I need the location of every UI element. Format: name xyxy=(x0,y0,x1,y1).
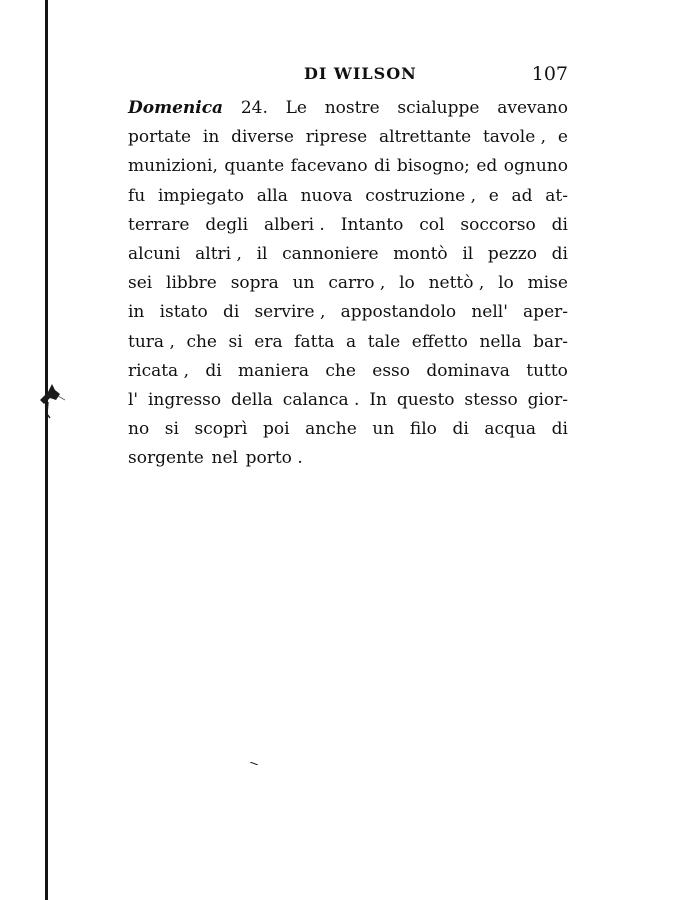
word: Domenica xyxy=(128,98,224,118)
word: appostandolo xyxy=(340,302,457,323)
word: ad xyxy=(511,185,533,206)
word: munizioni, xyxy=(128,156,218,177)
word: mise xyxy=(527,273,568,294)
word: in xyxy=(202,127,220,148)
word: tale xyxy=(367,331,401,352)
word: effetto xyxy=(411,331,468,352)
margin-ink-mark xyxy=(38,378,68,434)
ink-speck xyxy=(250,762,258,765)
word: montò xyxy=(393,243,448,264)
word: della xyxy=(230,389,273,410)
running-title: DI WILSON xyxy=(304,64,417,83)
word: diverse xyxy=(231,127,294,148)
word: sei xyxy=(128,273,153,294)
word: terrare xyxy=(128,214,190,235)
word: nostre xyxy=(324,98,380,118)
text-line xyxy=(128,361,568,390)
word: pezzo xyxy=(487,243,537,264)
word: ed xyxy=(476,156,498,177)
word: libbre xyxy=(166,273,217,294)
text-line xyxy=(128,156,568,185)
word: anche xyxy=(305,419,357,440)
text-line xyxy=(128,302,568,331)
word: stesso xyxy=(464,389,518,410)
word: no xyxy=(128,419,150,440)
word: in xyxy=(128,302,145,323)
word: di xyxy=(551,243,568,264)
word: a xyxy=(346,331,357,352)
word: calanca . xyxy=(282,389,360,410)
word: nella xyxy=(479,331,522,352)
word: poi xyxy=(263,419,290,440)
word: questo xyxy=(396,389,455,410)
running-head xyxy=(128,63,568,89)
word: istato xyxy=(159,302,208,323)
word: at- xyxy=(545,185,568,206)
word: degli xyxy=(205,214,249,235)
word: lo xyxy=(399,273,415,294)
word: nel xyxy=(211,448,238,469)
word: avevano xyxy=(497,98,568,118)
word: che xyxy=(186,331,217,352)
word: tura , xyxy=(128,331,175,352)
word: cannoniere xyxy=(282,243,379,264)
word: altri , xyxy=(195,243,242,264)
text-line xyxy=(128,332,568,361)
word: servire , xyxy=(254,302,326,323)
text-line xyxy=(128,98,568,127)
word: dominava xyxy=(426,360,510,381)
word: scoprì xyxy=(194,419,248,440)
word: l' xyxy=(128,389,139,410)
word: In xyxy=(369,389,387,410)
word: lo xyxy=(498,273,514,294)
word: alcuni xyxy=(128,243,181,264)
text-line xyxy=(128,127,568,156)
word: sorgente xyxy=(128,448,204,469)
word: altrettante xyxy=(378,127,472,148)
word: si xyxy=(164,419,179,440)
word: di xyxy=(551,419,568,440)
word: di xyxy=(452,419,469,440)
text-line xyxy=(128,390,568,419)
word: tutto xyxy=(526,360,568,381)
binding-edge-line xyxy=(45,0,48,900)
word: il xyxy=(256,243,268,264)
text-line xyxy=(128,448,568,477)
word: alla xyxy=(256,185,288,206)
word: e xyxy=(488,185,499,206)
text-line xyxy=(128,244,568,273)
word: sopra xyxy=(230,273,279,294)
word: di xyxy=(551,214,568,235)
word: quante xyxy=(224,156,285,177)
word: fatta xyxy=(294,331,335,352)
word: che xyxy=(325,360,356,381)
word: 24. xyxy=(240,98,268,118)
word: aper- xyxy=(523,302,568,323)
word: acqua xyxy=(484,419,536,440)
word: impiegato xyxy=(157,185,244,206)
word: ricata , xyxy=(128,360,189,381)
word: Intanto xyxy=(340,214,404,235)
word: nuova xyxy=(300,185,353,206)
word: ingresso xyxy=(147,389,222,410)
word: era xyxy=(254,331,283,352)
page-number: 107 xyxy=(531,63,568,85)
word: di xyxy=(374,156,391,177)
text-line xyxy=(128,419,568,448)
word: gior- xyxy=(527,389,568,410)
word: carro , xyxy=(328,273,386,294)
word: tavole , xyxy=(482,127,547,148)
word: nettò , xyxy=(428,273,485,294)
word: di xyxy=(222,302,240,323)
word: scialuppe xyxy=(397,98,480,118)
word: un xyxy=(372,419,395,440)
word: col xyxy=(419,214,445,235)
text-line xyxy=(128,215,568,244)
word: il xyxy=(462,243,474,264)
word: costruzione , xyxy=(365,185,477,206)
word: esso xyxy=(372,360,411,381)
word: riprese xyxy=(305,127,368,148)
text-line xyxy=(128,186,568,215)
word: alberi . xyxy=(263,214,325,235)
word: Le xyxy=(285,98,307,118)
text-line xyxy=(128,273,568,302)
word: facevano xyxy=(290,156,368,177)
word: e xyxy=(557,127,568,148)
word: soccorso xyxy=(460,214,536,235)
word: maniera xyxy=(238,360,310,381)
word: porto . xyxy=(245,448,303,469)
word: portate xyxy=(128,127,192,148)
word: si xyxy=(228,331,243,352)
word: fu xyxy=(128,185,146,206)
word: filo xyxy=(409,419,437,440)
word: bar- xyxy=(533,331,568,352)
word: di xyxy=(205,360,222,381)
word: bisogno; xyxy=(396,156,470,177)
word: ognuno xyxy=(503,156,568,177)
body-paragraph xyxy=(128,98,568,477)
word: un xyxy=(292,273,315,294)
word: nell' xyxy=(471,302,508,323)
